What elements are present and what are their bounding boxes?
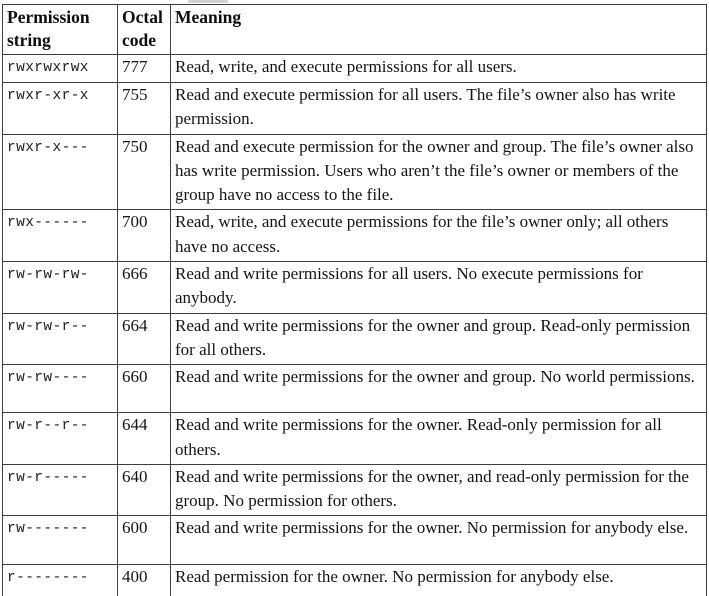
octal-code-cell: 750 — [118, 134, 171, 210]
header-octal-code: Octal code — [118, 5, 171, 55]
permission-string-cell: rw-r--r-- — [3, 413, 118, 465]
table-row — [3, 262, 707, 314]
table-row — [3, 83, 707, 135]
permissions-table — [2, 4, 707, 596]
meaning-cell: Read and write permissions for the owner and group. No world permissions. — [171, 365, 707, 413]
permission-string-cell: rwxrwxrwx — [3, 55, 118, 83]
permission-string-cell: rw-rw---- — [3, 365, 118, 413]
permission-string-cell: rw-r----- — [3, 464, 118, 516]
permission-string-cell: rwxr-xr-x — [3, 83, 118, 135]
permission-string-cell: rw------- — [3, 516, 118, 565]
table-row — [3, 210, 707, 262]
meaning-cell: Read permission for the owner. No permission for anybody else. — [171, 565, 707, 596]
table-header — [3, 5, 707, 55]
table-row — [3, 413, 707, 465]
table-row — [3, 55, 707, 83]
meaning-cell: Read, write, and execute permissions for the file’s owner only; all others have no access. — [171, 210, 707, 262]
header-permission-string: Permission string — [3, 5, 118, 55]
permission-string-cell: rw-rw-r-- — [3, 313, 118, 365]
meaning-cell: Read, write, and execute permissions for all users. — [171, 55, 707, 83]
meaning-cell: Read and write permissions for the owner and group. Read-only permission for all others. — [171, 313, 707, 365]
octal-code-cell: 640 — [118, 464, 171, 516]
octal-code-cell: 644 — [118, 413, 171, 465]
permission-string-cell: rw-rw-rw- — [3, 262, 118, 314]
table-row — [3, 365, 707, 413]
header-row — [3, 5, 707, 55]
meaning-cell: Read and execute permission for the owner and group. The file’s owner also has write permission. Users who aren’t the file’s owner or members of the group have no access to the file. — [171, 134, 707, 210]
crop-artifact — [188, 0, 228, 3]
meaning-cell: Read and execute permission for all users. The file’s owner also has write permission. — [171, 83, 707, 135]
permission-string-cell: r-------- — [3, 565, 118, 596]
meaning-cell: Read and write permissions for all users. No execute permissions for anybody. — [171, 262, 707, 314]
octal-code-cell: 666 — [118, 262, 171, 314]
meaning-cell: Read and write permissions for the owner. No permission for anybody else. — [171, 516, 707, 565]
meaning-cell: Read and write permissions for the owner, and read-only permission for the group. No permission for others. — [171, 464, 707, 516]
octal-code-cell: 700 — [118, 210, 171, 262]
table-row — [3, 516, 707, 565]
table-row — [3, 134, 707, 210]
header-meaning: Meaning — [171, 5, 707, 55]
meaning-cell: Read and write permissions for the owner. Read-only permission for all others. — [171, 413, 707, 465]
octal-code-cell: 755 — [118, 83, 171, 135]
table-row — [3, 313, 707, 365]
octal-code-cell: 600 — [118, 516, 171, 565]
octal-code-cell: 664 — [118, 313, 171, 365]
octal-code-cell: 660 — [118, 365, 171, 413]
octal-code-cell: 400 — [118, 565, 171, 596]
table-body — [3, 55, 707, 596]
table-row — [3, 565, 707, 596]
permission-string-cell: rwx------ — [3, 210, 118, 262]
table-row — [3, 464, 707, 516]
octal-code-cell: 777 — [118, 55, 171, 83]
permission-string-cell: rwxr-x--- — [3, 134, 118, 210]
